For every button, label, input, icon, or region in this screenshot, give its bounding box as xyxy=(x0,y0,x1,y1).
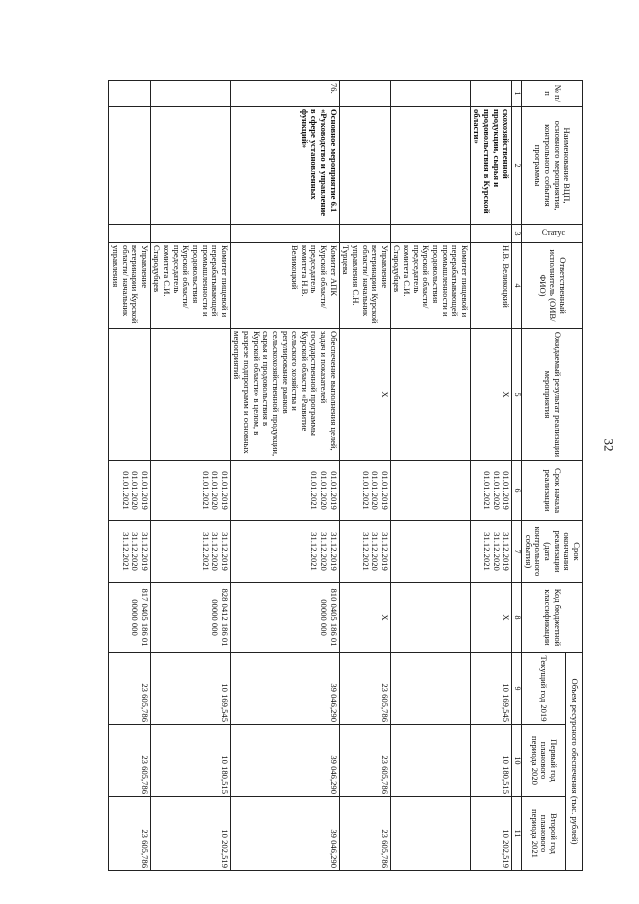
cell-responsible: Н.В. Великоцкий xyxy=(470,243,512,329)
cell-kbk: 817 0405 186 01 00000 000 xyxy=(109,583,151,653)
cell-2019: 23 605,786 xyxy=(109,653,151,725)
cell-2020: 10 180,515 xyxy=(470,725,512,797)
cell-result xyxy=(390,329,470,461)
cell-num xyxy=(339,81,390,107)
cell-result xyxy=(109,329,151,461)
cell-responsible: Комитет пищевой и перерабатывающей промышленности и продовольствия Курской области/ председатель комитета С.И. Стародубцев xyxy=(150,243,230,329)
cell-start: 01.01.2019 01.01.2020 01.01.2021 xyxy=(150,461,230,521)
header-kbk: Код бюджетной классификации xyxy=(522,583,583,653)
cell-end: 31.12.2019 31.12.2020 31.12.2021 xyxy=(230,521,339,583)
header-status: Статус xyxy=(522,225,583,243)
header-row xyxy=(565,81,582,871)
header-name: Наименование ВЦП, основного мероприятия, контрольного события программы xyxy=(522,107,583,225)
colnum: 1 xyxy=(512,81,522,107)
cell-2019: 39 046,290 xyxy=(230,653,339,725)
cell-2019: 23 605,786 xyxy=(339,653,390,725)
cell-responsible: Управление ветеринарии Курской области/ начальник управления xyxy=(109,243,151,329)
colnum: 4 xyxy=(512,243,522,329)
cell-2020: 23 605,786 xyxy=(109,725,151,797)
cell-num xyxy=(470,81,512,107)
colnum: 9 xyxy=(512,653,522,725)
cell-name xyxy=(339,107,390,225)
cell-end: 31.12.2019 31.12.2020 31.12.2021 xyxy=(339,521,390,583)
table-row xyxy=(230,81,339,871)
cell-result: Х xyxy=(339,329,390,461)
colnum: 7 xyxy=(512,521,522,583)
colnum: 10 xyxy=(512,725,522,797)
cell-kbk: Х xyxy=(339,583,390,653)
cell-name xyxy=(109,107,151,225)
cell-kbk xyxy=(390,583,470,653)
header-2019: Текущий год 2019 xyxy=(522,653,566,725)
colnum: 8 xyxy=(512,583,522,653)
header-2021: Второй год планового периода 2021 xyxy=(522,797,566,871)
cell-2020: 10 180,515 xyxy=(150,725,230,797)
cell-kbk: 810 0405 186 01 00000 000 xyxy=(230,583,339,653)
cell-start: 01.01.2019 01.01.2020 01.01.2021 xyxy=(230,461,339,521)
cell-status xyxy=(230,225,339,243)
cell-status xyxy=(109,225,151,243)
cell-2021: 23 605,786 xyxy=(339,797,390,871)
header-volume: Объем ресурсного обеспечения (тыс. рублей) xyxy=(565,653,582,871)
cell-result: Х xyxy=(470,329,512,461)
cell-num xyxy=(390,81,470,107)
cell-start: 01.01.2019 01.01.2020 01.01.2021 xyxy=(109,461,151,521)
cell-kbk: Х xyxy=(470,583,512,653)
header-responsible: Ответственный исполнитель (ОИВ/ФИО) xyxy=(522,243,583,329)
colnum: 3 xyxy=(512,225,522,243)
cell-end xyxy=(390,521,470,583)
colnum: 5 xyxy=(512,329,522,461)
cell-result xyxy=(150,329,230,461)
header-start: Срок начала реализации xyxy=(522,461,583,521)
cell-name: скохозяйственной продукции, сырья и продовольствия в Курской области» xyxy=(470,107,512,225)
cell-2021 xyxy=(390,797,470,871)
cell-result: Обеспечение выполнения целей, задач и показателей государственной программы Курской области «Развитие сельского хозяйства и регулирование рынков сельскохозяйственной продукции, сырья и продовольствия в Курской области» в целом, в разрезе подпрограмм и основных мероприятий xyxy=(230,329,339,461)
cell-num xyxy=(109,81,151,107)
cell-end: 31.12.2019 31.12.2020 31.12.2021 xyxy=(109,521,151,583)
colnum: 6 xyxy=(512,461,522,521)
cell-name xyxy=(150,107,230,225)
cell-2020: 39 046,290 xyxy=(230,725,339,797)
cell-2021: 39 046,290 xyxy=(230,797,339,871)
cell-status xyxy=(150,225,230,243)
header-2020: Первый год планового периода 2020 xyxy=(522,725,566,797)
colnum: 2 xyxy=(512,107,522,225)
table-row xyxy=(339,81,390,871)
cell-2019: 10 169,545 xyxy=(470,653,512,725)
cell-end: 31.12.2019 31.12.2020 31.12.2021 xyxy=(470,521,512,583)
cell-start: 01.01.2019 01.01.2020 01.01.2021 xyxy=(470,461,512,521)
cell-2019: 10 169,545 xyxy=(150,653,230,725)
cell-2021: 23 605,786 xyxy=(109,797,151,871)
rotated-table-sheet xyxy=(53,80,583,870)
cell-status xyxy=(339,225,390,243)
program-table xyxy=(108,80,583,871)
cell-status xyxy=(470,225,512,243)
cell-2019 xyxy=(390,653,470,725)
cell-responsible: Комитет пищевой и перерабатывающей промышленности и продовольствия Курской области/ председатель комитета С.И. Стародубцев xyxy=(390,243,470,329)
header-num: № п/п xyxy=(522,81,583,107)
cell-name: Основное мероприятие 6.1 «Руководство и управление в сфере установленных функций» xyxy=(230,107,339,225)
cell-start: 01.01.2019 01.01.2020 01.01.2021 xyxy=(339,461,390,521)
cell-num: 76. xyxy=(230,81,339,107)
cell-status xyxy=(390,225,470,243)
cell-end: 31.12.2019 31.12.2020 31.12.2021 xyxy=(150,521,230,583)
colnum: 11 xyxy=(512,797,522,871)
table-row xyxy=(150,81,230,871)
cell-2020: 23 605,786 xyxy=(339,725,390,797)
header-end: Срок окончания реализации (дата контрольного события) xyxy=(522,521,583,583)
cell-2020 xyxy=(390,725,470,797)
cell-start xyxy=(390,461,470,521)
column-numbers-row xyxy=(512,81,522,871)
cell-kbk: 828 0412 186 01 00000 000 xyxy=(150,583,230,653)
table-row xyxy=(470,81,512,871)
cell-num xyxy=(150,81,230,107)
cell-responsible: Управление ветеринарии Курской области/ начальник управления С.Н. Турцева xyxy=(339,243,390,329)
table-row xyxy=(390,81,470,871)
header-result: Ожидаемый результат реализации мероприятия xyxy=(522,329,583,461)
table-row xyxy=(109,81,151,871)
cell-2021: 10 202,519 xyxy=(150,797,230,871)
cell-2021: 10 202,519 xyxy=(470,797,512,871)
cell-name xyxy=(390,107,470,225)
page-number: 32 xyxy=(601,438,617,452)
cell-responsible: Комитет АПК Курской области/председатель комитета Н.В. Великоцкий xyxy=(230,243,339,329)
